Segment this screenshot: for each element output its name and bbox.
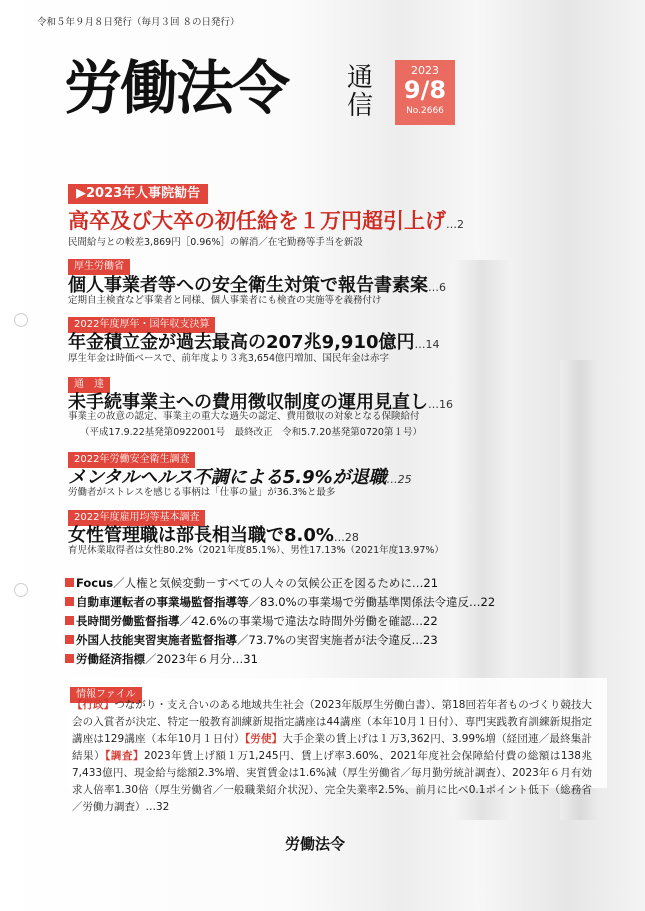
list-item: 長時間労働監督指導 ／42.6%の事業場で違法な時間外労働を確認…22 (65, 611, 495, 630)
masthead-subtitle: 通 信 (346, 63, 373, 121)
article-summary: 労働者がストレスを感じる事柄は「仕事の量」が36.3%と最多 (68, 487, 336, 498)
article-headline: 未手続事業主への費用徴収制度の運用見直し…16 (68, 392, 453, 413)
section-tag: 通 達 (68, 377, 110, 393)
square-bullet-icon (65, 578, 74, 587)
list-item: 外国人技能実習実施者監督指導 ／73.7%の実習実施者が法令違反…23 (65, 630, 495, 649)
binder-hole-icon (14, 583, 28, 597)
square-bullet-icon (65, 654, 74, 663)
article-summary: 育児休業取得者は女性80.2%（2021年度85.1%）、男性17.13%（2021年度13.97%） (68, 545, 444, 556)
article-headline: 女性管理職は部長相当職で8.0%…28 (68, 525, 359, 546)
contents-list (65, 573, 495, 668)
article-headline: メンタルヘルス不調による5.9%が退職…25 (68, 467, 412, 488)
article-headline: 高卒及び大卒の初任給を１万円超引上げ…2 (68, 209, 464, 233)
issue-year: 2023 (411, 64, 439, 77)
section-tag: 2022年労働安全衛生調査 (68, 452, 195, 468)
list-item: Focus ／人権と気候変動－すべての人々の気候公正を図るために…21 (65, 573, 495, 592)
section-tag: 2022年度厚年・国年収支決算 (68, 317, 215, 333)
section-tag: 厚生労働省 (68, 259, 130, 275)
info-file-title: 情報ファイル (70, 682, 142, 703)
publisher-name: 労働法令 (285, 835, 346, 853)
article-summary: 定期自主検査など事業者と同様、個人事業者にも検査の実施等を義務付け (68, 295, 382, 306)
square-bullet-icon (65, 597, 74, 606)
list-item: 自動車運転者の事業場監督指導等 ／83.0%の事業場で労働基準関係法令違反…22 (65, 592, 495, 611)
square-bullet-icon (65, 616, 74, 625)
article-summary: 民間給与との較差3,869円［0.96%］の解消／在宅勤務等手当を新設 (68, 237, 363, 248)
square-bullet-icon (65, 635, 74, 644)
list-item: 労働経済指標 ／2023年６月分…31 (65, 649, 495, 668)
article-summary: 事業主の故意の認定、事業主の重大な過失の認定、費用徴収の対象となる保険給付 (68, 411, 420, 422)
article-section (68, 182, 208, 204)
issue-number: No.2666 (406, 106, 444, 116)
article-citation: （平成17.9.22基発第0922001号 最終改正 令和5.7.20基発第0720第１号） (80, 427, 422, 438)
masthead-title: 労働法令 (64, 54, 289, 122)
section-tag: 2022年度雇用均等基本調査 (68, 510, 205, 526)
article-headline: 個人事業者等への安全衛生対策で報告書素案…6 (68, 275, 446, 296)
issue-date-box (395, 60, 455, 125)
issue-date: 9/8 (403, 76, 447, 104)
article-summary: 厚生年金は時価ベースで、前年度より３兆3,654億円増加、国民年金は赤字 (68, 353, 390, 364)
binder-hole-icon (14, 313, 28, 327)
article-headline: 年金積立金が過去最高の207兆9,910億円…14 (68, 332, 440, 353)
section-tag: ▶2023年人事院勧告 (68, 184, 208, 204)
issue-line: 令和５年９月８日発行（毎月３回 ８の日発行） (37, 17, 240, 28)
info-file-body: 【行政】つながり・支え合いのある地域共生社会（2023年版厚生労働白書）、第18回若年者ものづくり競技大会の入賞者が決定、特定一般教育訓練新規指定講座は44講座（本年10月１日付）、専門実践教育訓練新規指定講座は129講座（本年10月１日付）【労使】大手企業の賃上げは１万3,362円、3.99%増（経団連／最終集計結果）【調査】2023年賃上げ額１万1,245円、賃上げ率3.60%、2021年度社会保障給付費の総額は138兆7,433億円、現金給与総額2.3%増、実質賃金は1.6%減（厚生労働省／毎月勤労統計調査）、2023年６月有効求人倍率1.30倍（厚生労働省／一般職業紹介状況）、完全失業率2.5%、前月に比べ0.1ポイント低下（総務省／労働力調査）…32 (72, 699, 593, 813)
